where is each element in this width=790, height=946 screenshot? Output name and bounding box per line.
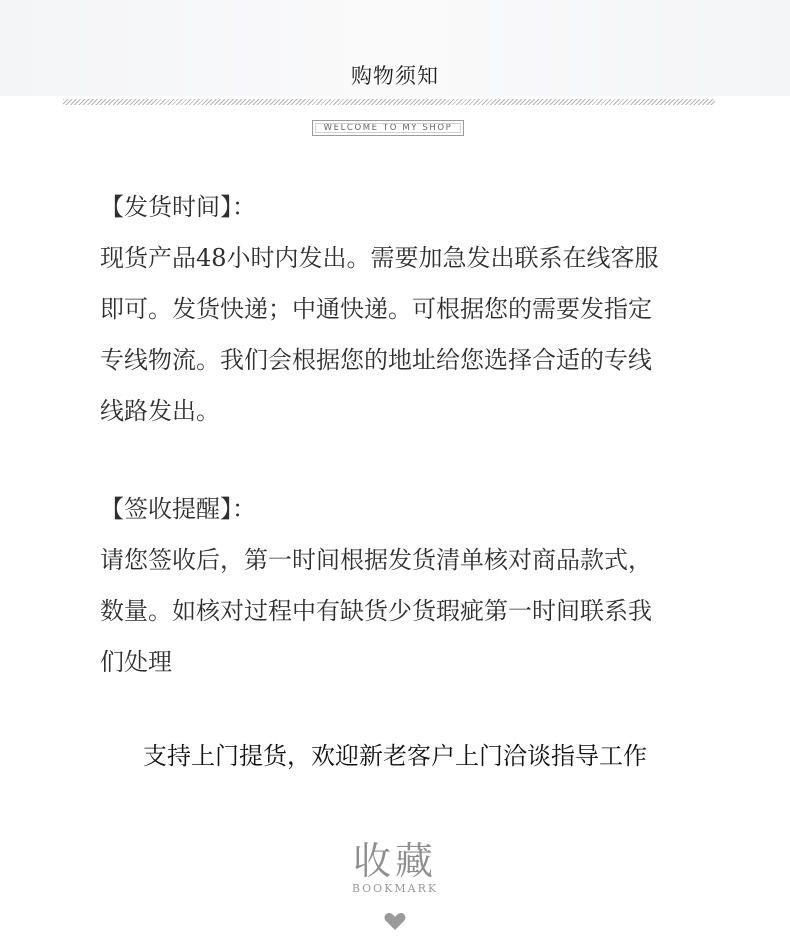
heart-icon[interactable] <box>383 912 407 932</box>
shipping-line: 即可。发货快递；中通快递。可根据您的需要发指定 <box>100 295 652 323</box>
pickup-notice: 支持上门提货，欢迎新老客户上门洽谈指导工作 <box>143 742 647 770</box>
signing-line: 们处理 <box>100 648 172 676</box>
signing-line: 数量。如核对过程中有缺货少货瑕疵第一时间联系我 <box>100 597 652 625</box>
signing-line: 请您签收后，第一时间根据发货清单核对商品款式， <box>100 546 652 574</box>
page-title: 购物须知 <box>351 64 439 88</box>
hatched-divider <box>63 99 715 105</box>
signing-heading: 【签收提醒】： <box>100 495 256 523</box>
shipping-line: 现货产品48小时内发出。需要加急发出联系在线客服 <box>100 244 659 272</box>
shipping-line: 专线物流。我们会根据您的地址给您选择合适的专线 <box>100 346 652 374</box>
signing-section <box>100 484 700 688</box>
bookmark-subtitle: BOOKMARK <box>351 882 439 895</box>
welcome-badge: WELCOME TO MY SHOP <box>312 120 464 136</box>
shipping-heading: 【发货时间】： <box>100 193 256 221</box>
bookmark-title[interactable]: 收藏 <box>352 839 437 883</box>
shipping-section <box>100 182 700 437</box>
shipping-line: 线路发出。 <box>100 397 220 425</box>
